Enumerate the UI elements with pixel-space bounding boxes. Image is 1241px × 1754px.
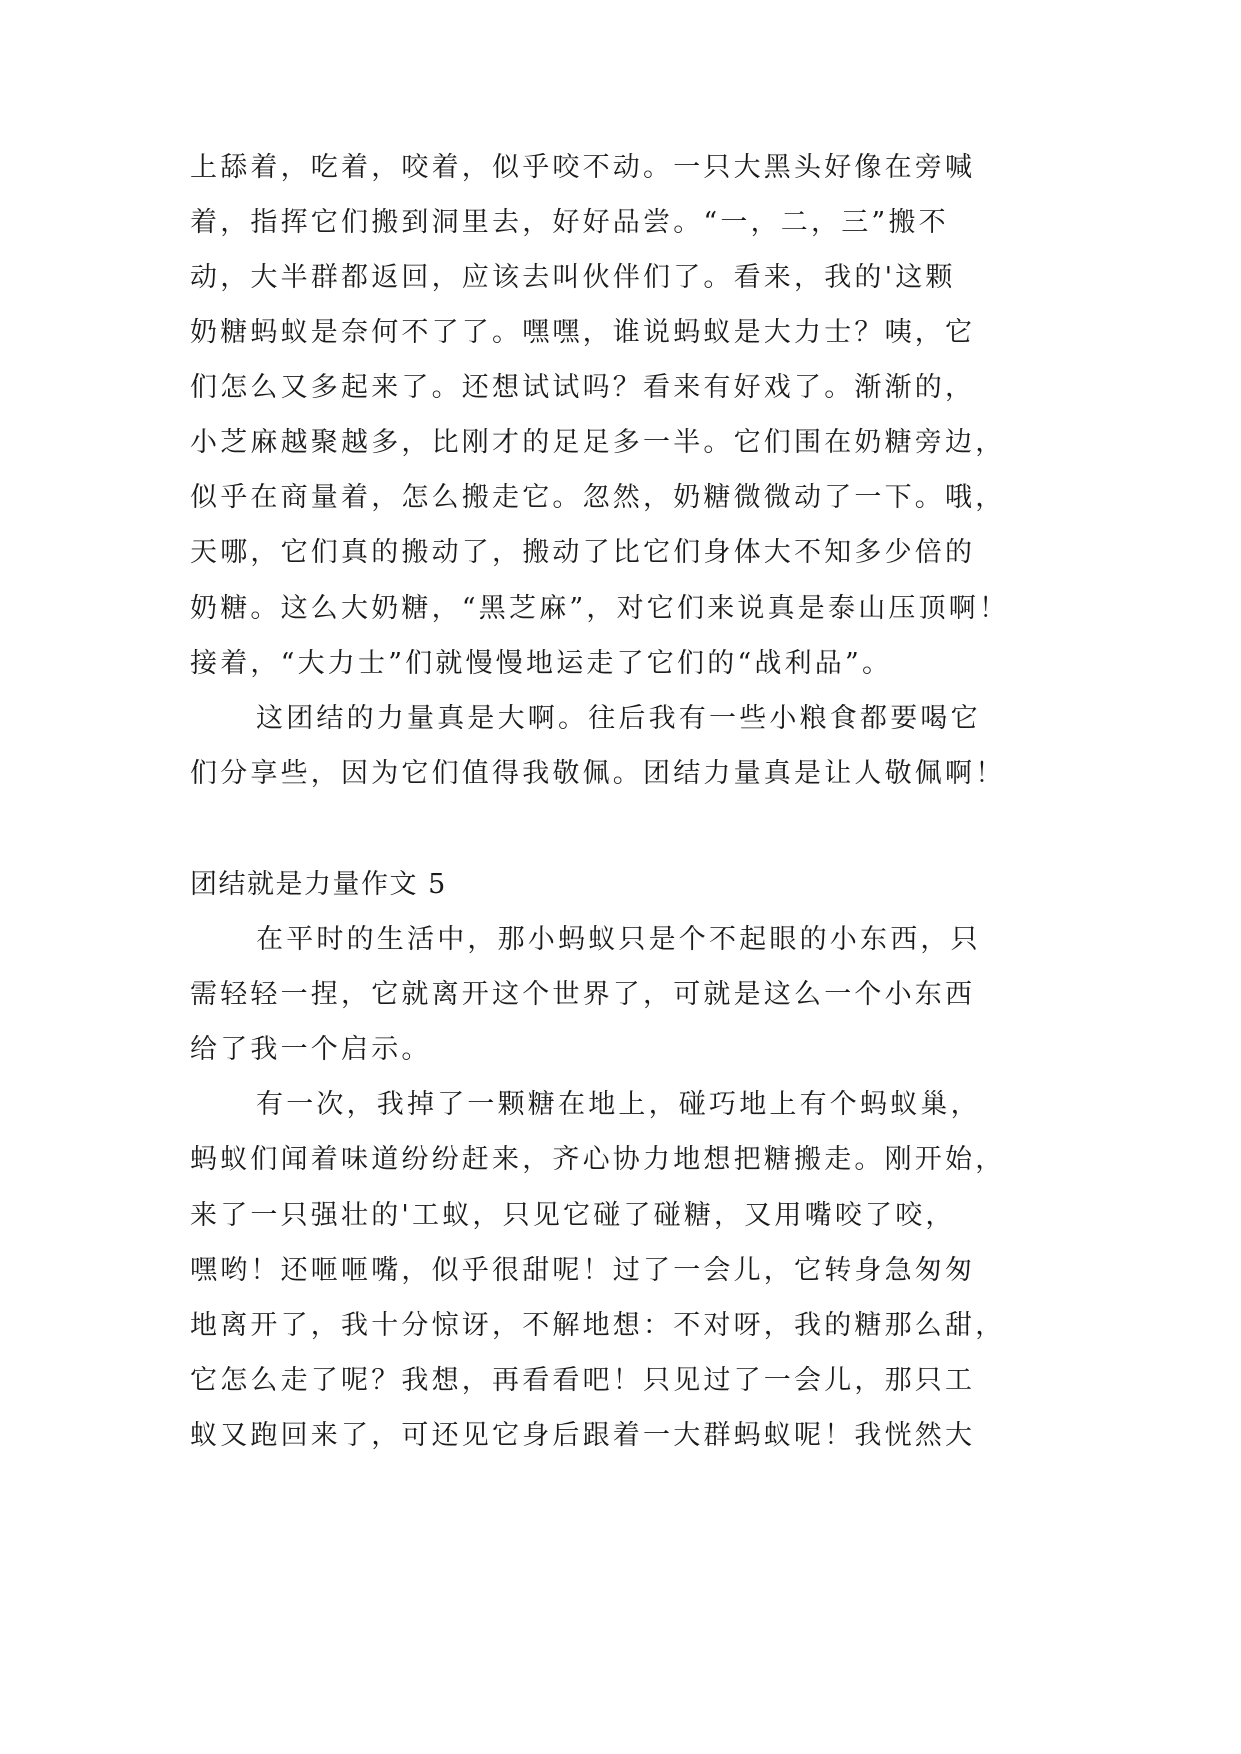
- text-line: 似乎在商量着，怎么搬走它。忽然，奶糖微微动了一下。哦，: [190, 482, 1006, 513]
- text-line: 接着，“大力士”们就慢慢地运走了它们的“战利品”。: [190, 648, 893, 679]
- text-line: 奶糖蚂蚁是奈何不了了。嘿嘿，谁说蚂蚁是大力士？咦，它: [190, 317, 976, 348]
- text-line: 嘿哟！还咂咂嘴，似乎很甜呢！过了一会儿，它转身急匆匆: [190, 1255, 976, 1286]
- text-line: 蚂蚁们闻着味道纷纷赶来，齐心协力地想把糖搬走。刚开始，: [190, 1144, 1006, 1175]
- text-line: 它怎么走了呢？我想，再看看吧！只见过了一会儿，那只工: [190, 1365, 976, 1396]
- text-line: 天哪，它们真的搬动了，搬动了比它们身体大不知多少倍的: [190, 537, 976, 568]
- text-line: 来了一只强壮的'工蚁，只见它碰了碰糖，又用嘴咬了咬，: [190, 1200, 956, 1231]
- paragraph-first-line: 在平时的生活中，那小蚂蚁只是个不起眼的小东西，只: [256, 924, 981, 955]
- paragraph-first-line: 这团结的力量真是大啊。往后我有一些小粮食都要喝它: [256, 703, 981, 734]
- text-line: 上舔着，吃着，咬着，似乎咬不动。一只大黑头好像在旁喊: [190, 152, 976, 183]
- text-line: 着，指挥它们搬到洞里去，好好品尝。“一，二，三”搬不: [190, 207, 949, 238]
- text-line: 奶糖。这么大奶糖，“黑芝麻”，对它们来说真是泰山压顶啊！: [190, 593, 1010, 624]
- text-line: 蚁又跑回来了，可还见它身后跟着一大群蚂蚁呢！我恍然大: [190, 1420, 976, 1451]
- text-line: 们分享些，因为它们值得我敬佩。团结力量真是让人敬佩啊！: [190, 758, 1006, 789]
- paragraph-first-line: 有一次，我掉了一颗糖在地上，碰巧地上有个蚂蚁巢，: [256, 1089, 981, 1120]
- text-line: 给了我一个启示。: [190, 1034, 432, 1065]
- section-heading: 团结就是力量作文 5: [190, 869, 447, 900]
- text-line: 动，大半群都返回，应该去叫伙伴们了。看来，我的'这颗: [190, 262, 956, 293]
- text-line: 们怎么又多起来了。还想试试吗？看来有好戏了。渐渐的，: [190, 372, 976, 403]
- text-line: 需轻轻一捏，它就离开这个世界了，可就是这么一个小东西: [190, 979, 976, 1010]
- text-line: 地离开了，我十分惊讶，不解地想：不对呀，我的糖那么甜，: [190, 1310, 1006, 1341]
- text-line: 小芝麻越聚越多，比刚才的足足多一半。它们围在奶糖旁边，: [190, 427, 1006, 458]
